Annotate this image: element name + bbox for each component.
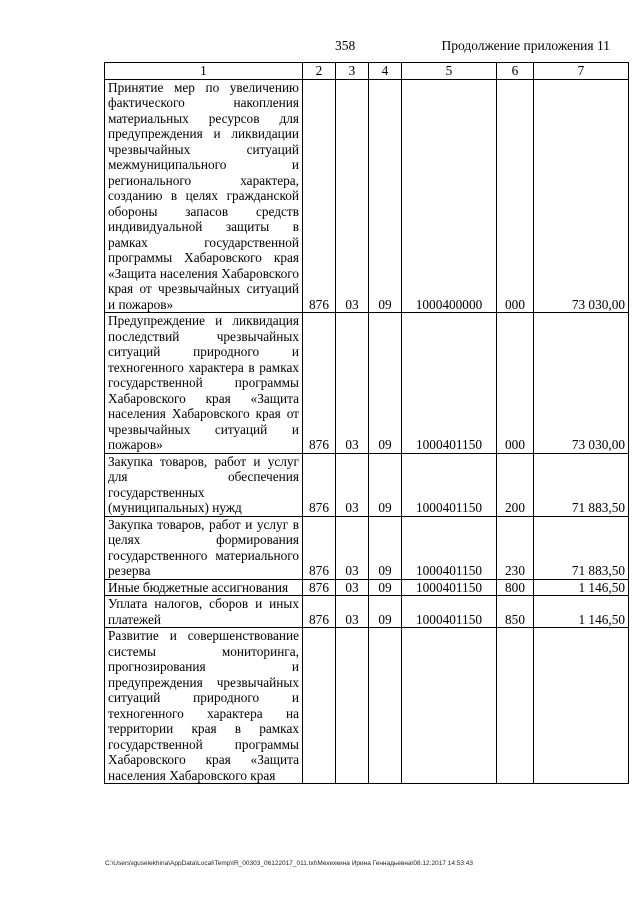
subsection-code-cell: 09 <box>369 579 402 596</box>
ministry-code-cell <box>303 628 336 784</box>
column-header: 2 <box>303 63 336 80</box>
subsection-code-cell: 09 <box>369 79 402 313</box>
subsection-code-cell: 09 <box>369 453 402 516</box>
amount-cell: 1 146,50 <box>534 596 629 628</box>
expense-name-cell: Принятие мер по увеличению фактического накопления материальных ресурсов для предупреждения и ликвидации чрезвычайных ситуаций межмуниципального и регионального характера, созданию в целях гражданской обороны запасов средств индивидуальной защиты в рамках государственной программы Хабаровского края «Защита населения Хабаровского края от чрезвычайных ситуаций и пожаров» <box>105 79 303 313</box>
ministry-code-cell: 876 <box>303 596 336 628</box>
expense-name-cell: Предупреждение и ликвидация последствий чрезвычайных ситуаций природного и техногенного характера в рамках государственной программы Хабаровского края «Защита населения Хабаровского края от чрезвычайных ситуаций и пожаров» <box>105 313 303 454</box>
target-article-cell: 1000401150 <box>402 313 497 454</box>
table-row <box>105 313 629 454</box>
ministry-code-cell: 876 <box>303 516 336 579</box>
budget-table <box>104 62 629 784</box>
ministry-code-cell: 876 <box>303 79 336 313</box>
section-code-cell: 03 <box>336 453 369 516</box>
target-article-cell: 1000401150 <box>402 516 497 579</box>
table-row <box>105 516 629 579</box>
ministry-code-cell: 876 <box>303 579 336 596</box>
expense-type-cell: 800 <box>497 579 534 596</box>
column-header: 1 <box>105 63 303 80</box>
section-code-cell <box>336 628 369 784</box>
section-code-cell: 03 <box>336 516 369 579</box>
column-header: 4 <box>369 63 402 80</box>
expense-type-cell: 230 <box>497 516 534 579</box>
expense-type-cell: 000 <box>497 79 534 313</box>
amount-cell: 71 883,50 <box>534 516 629 579</box>
expense-type-cell: 850 <box>497 596 534 628</box>
table-row <box>105 596 629 628</box>
column-header: 3 <box>336 63 369 80</box>
expense-name-cell: Иные бюджетные ассигнования <box>105 579 303 596</box>
column-header: 6 <box>497 63 534 80</box>
column-header: 7 <box>534 63 629 80</box>
table-row <box>105 579 629 596</box>
section-code-cell: 03 <box>336 579 369 596</box>
amount-cell: 1 146,50 <box>534 579 629 596</box>
appendix-continuation-label: Продолжение приложения 11 <box>441 38 610 53</box>
target-article-cell <box>402 628 497 784</box>
target-article-cell: 1000400000 <box>402 79 497 313</box>
table-row <box>105 79 629 313</box>
section-code-cell: 03 <box>336 79 369 313</box>
expense-name-cell: Уплата налогов, сборов и иных платежей <box>105 596 303 628</box>
document-path-footer: C:\Users\iguselekhina\AppData\Local\Temp\IR_00303_06122017_011.txt\Мехехкина Ирина Геннадьевна\08.12.2017 14:53:43 <box>105 860 474 867</box>
expense-type-cell <box>497 628 534 784</box>
target-article-cell: 1000401150 <box>402 579 497 596</box>
ministry-code-cell: 876 <box>303 453 336 516</box>
target-article-cell: 1000401150 <box>402 596 497 628</box>
amount-cell <box>534 628 629 784</box>
section-code-cell: 03 <box>336 313 369 454</box>
amount-cell: 71 883,50 <box>534 453 629 516</box>
page-number: 358 <box>335 38 356 53</box>
subsection-code-cell: 09 <box>369 596 402 628</box>
subsection-code-cell: 09 <box>369 516 402 579</box>
expense-name-cell: Закупка товаров, работ и услуг в целях формирования государственного материального резерва <box>105 516 303 579</box>
target-article-cell: 1000401150 <box>402 453 497 516</box>
expense-type-cell: 000 <box>497 313 534 454</box>
expense-name-cell: Развитие и совершенствование системы мониторинга, прогнозирования и предупреждения чрезвычайных ситуаций природного и техногенного характера на территории края в рамках государственной программы Хабаровского края «Защита населения Хабаровского края <box>105 628 303 784</box>
subsection-code-cell <box>369 628 402 784</box>
subsection-code-cell: 09 <box>369 313 402 454</box>
expense-type-cell: 200 <box>497 453 534 516</box>
expense-name-cell: Закупка товаров, работ и услуг для обеспечения государственных (муниципальных) нужд <box>105 453 303 516</box>
section-code-cell: 03 <box>336 596 369 628</box>
page-header <box>0 38 640 58</box>
amount-cell: 73 030,00 <box>534 313 629 454</box>
column-header: 5 <box>402 63 497 80</box>
ministry-code-cell: 876 <box>303 313 336 454</box>
table-row <box>105 628 629 784</box>
column-number-row <box>105 63 629 80</box>
amount-cell: 73 030,00 <box>534 79 629 313</box>
table-row <box>105 453 629 516</box>
